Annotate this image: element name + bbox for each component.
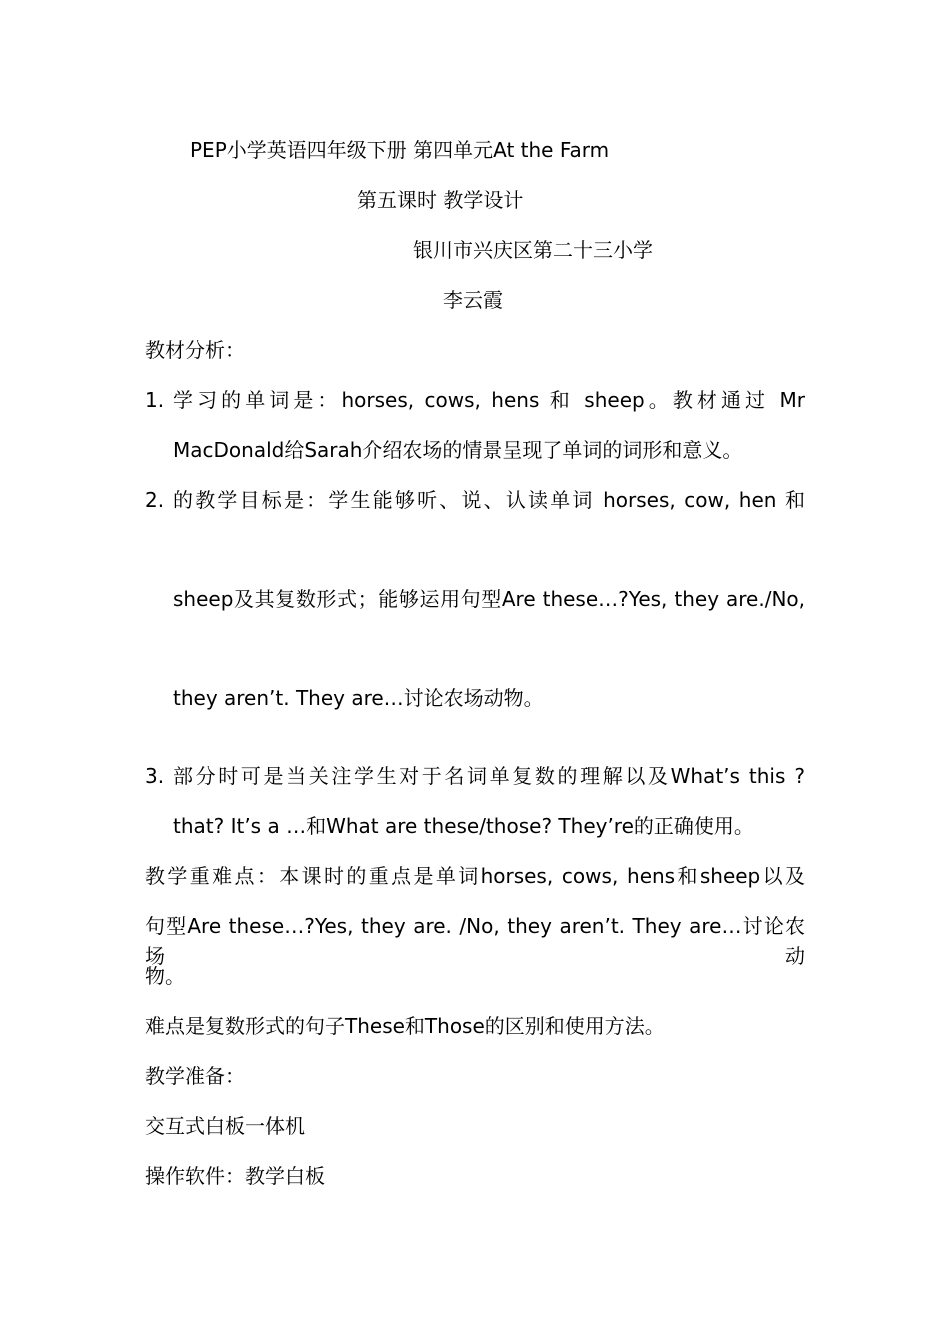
list-item-3-line-1: 部分时可是当关注学生对于名词单复数的理解以及What’s this ? bbox=[173, 764, 805, 788]
preparation-device: 交互式白板一体机 bbox=[145, 1114, 305, 1138]
preparation-software: 操作软件：教学白板 bbox=[145, 1164, 325, 1188]
list-number-1: 1. bbox=[145, 388, 165, 412]
list-item-3-line-2: that? It’s a …和What are these/those? They’re的正确使用。 bbox=[173, 814, 754, 838]
list-number-2: 2. bbox=[145, 488, 165, 512]
preparation-heading: 教学准备： bbox=[145, 1064, 245, 1088]
school-name: 银川市兴庆区第二十三小学 bbox=[413, 238, 653, 262]
document-subtitle: 第五课时 教学设计 bbox=[357, 188, 524, 212]
list-item-2-line-2: sheep及其复数形式；能够运用句型Are these…?Yes, they are./No, bbox=[173, 587, 805, 611]
author-name: 李云霞 bbox=[443, 288, 503, 312]
keypoints-line-1: 教学重难点：本课时的重点是单词horses, cows, hens和sheep以及 bbox=[145, 864, 805, 888]
list-number-3: 3. bbox=[145, 764, 165, 788]
list-item-1-line-2: MacDonald给Sarah介绍农场的情景呈现了单词的词形和意义。 bbox=[173, 438, 743, 462]
keypoints-line-2: 句型Are these…?Yes, they are. /No, they aren’t. They are…讨论农场动 bbox=[145, 914, 805, 968]
difficulty-line: 难点是复数形式的句子These和Those的区别和使用方法。 bbox=[145, 1014, 665, 1038]
keypoints-line-3: 物。 bbox=[145, 964, 185, 988]
list-item-1-line-1: 学习的单词是：horses, cows, hens 和 sheep。教材通过 Mr bbox=[173, 388, 805, 412]
list-item-2-line-3: they aren’t. They are…讨论农场动物。 bbox=[173, 686, 544, 710]
analysis-heading: 教材分析： bbox=[145, 338, 245, 362]
list-item-2-line-1: 的教学目标是：学生能够听、说、认读单词 horses, cow, hen 和 bbox=[173, 488, 805, 512]
document-title: PEP小学英语四年级下册 第四单元At the Farm bbox=[190, 138, 610, 162]
